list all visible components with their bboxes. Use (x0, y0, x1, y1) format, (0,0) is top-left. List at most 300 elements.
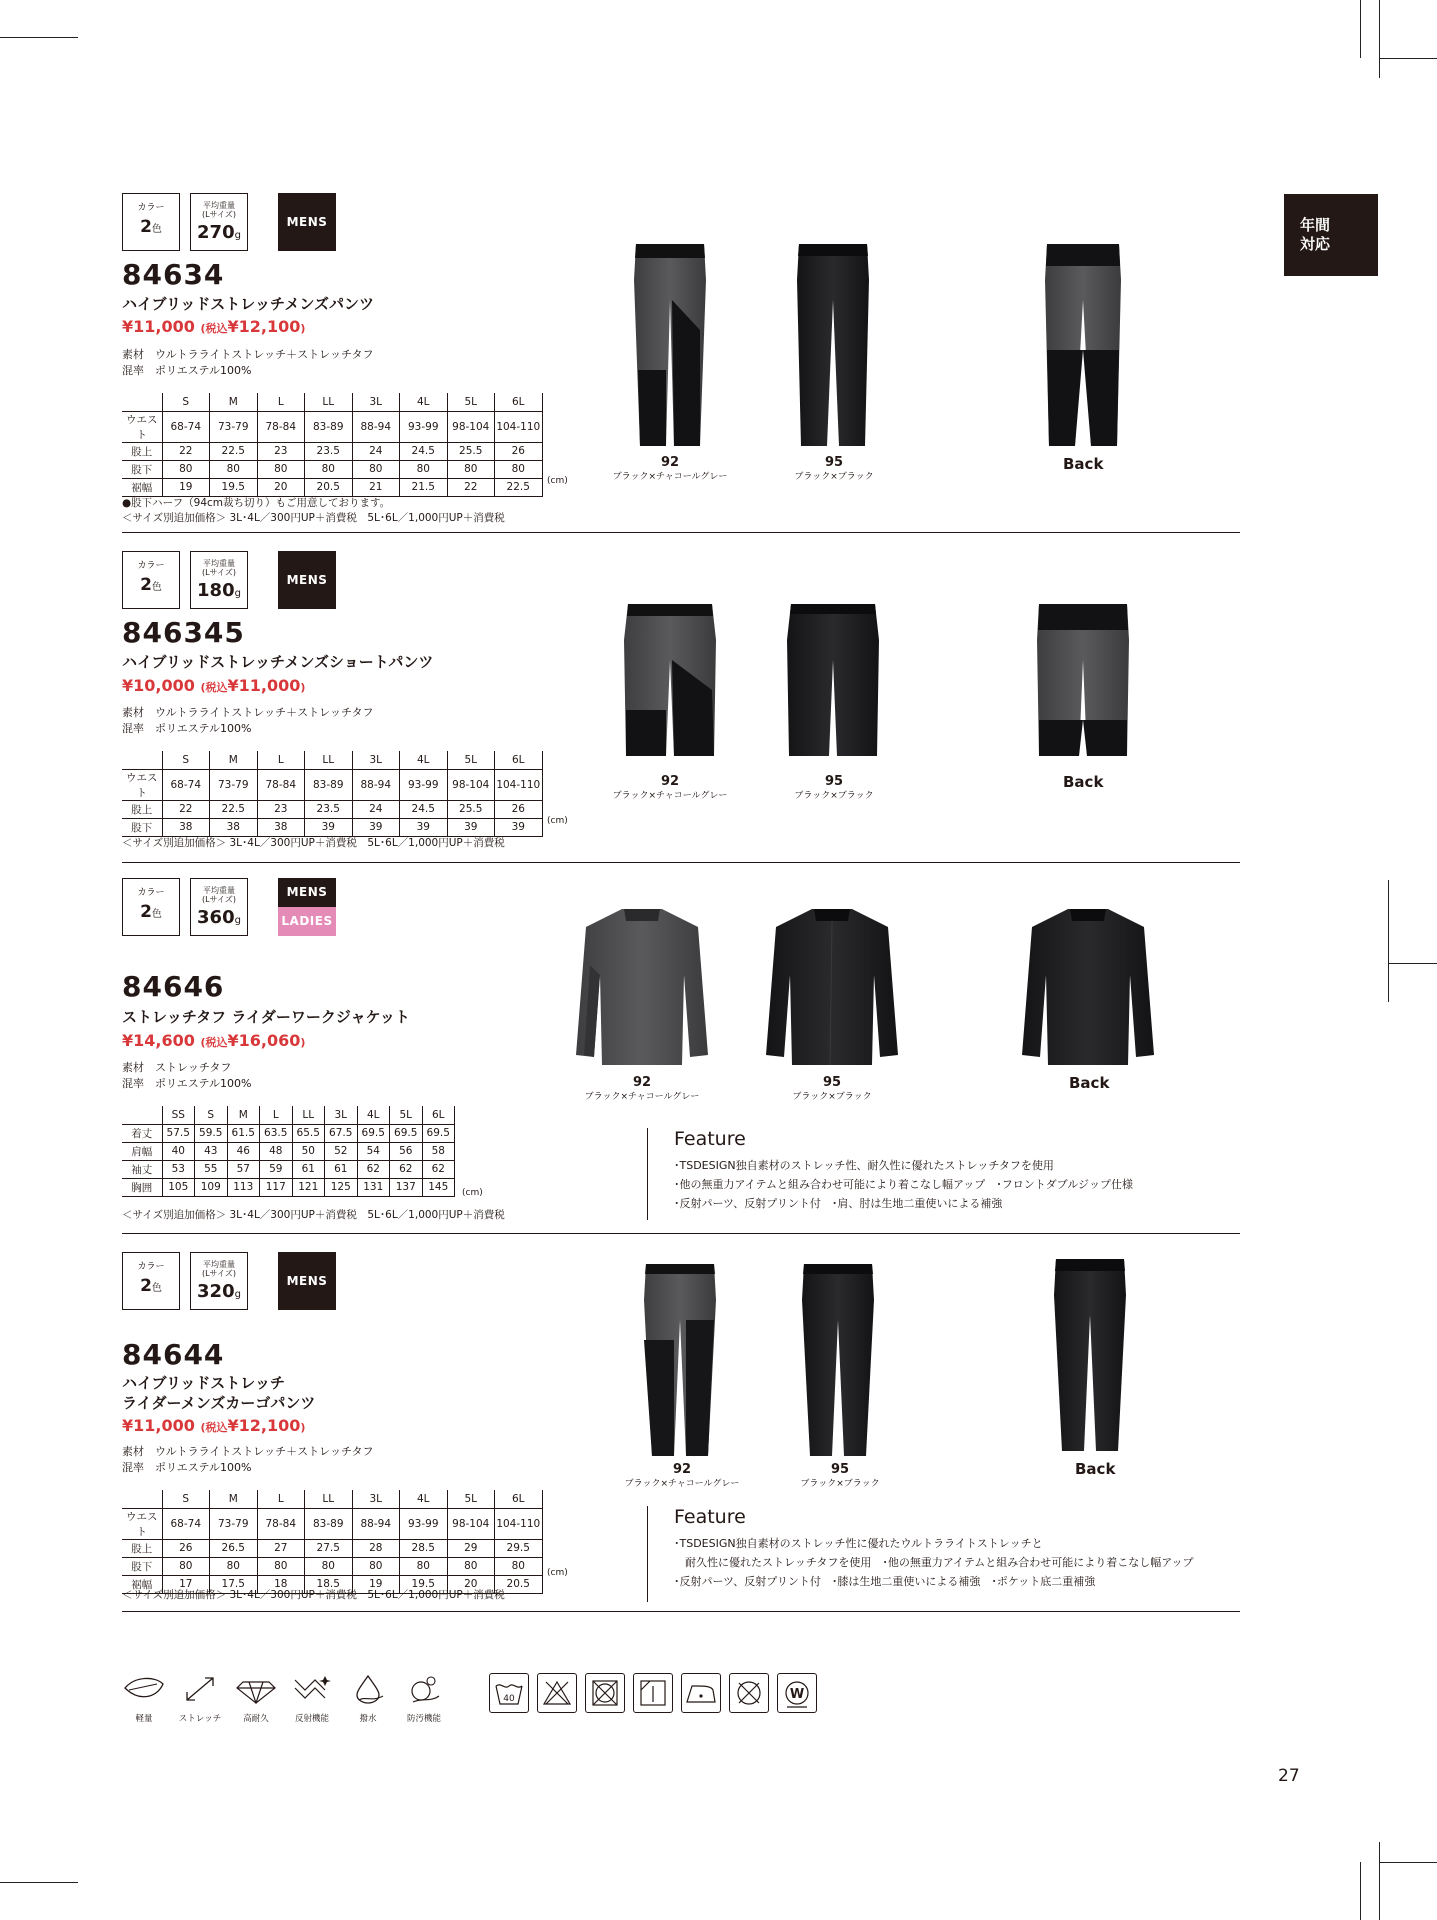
size-cell: 22.5 (210, 442, 258, 460)
size-cell: 23 (257, 442, 305, 460)
variant-name: ブラック×ブラック (794, 472, 874, 482)
size-cell: 39 (447, 818, 495, 836)
size-cell: 27 (257, 1539, 305, 1557)
size-header-cell: 6L (495, 1490, 543, 1508)
wet-clean-icon (777, 1673, 817, 1713)
size-cell: 62 (390, 1160, 423, 1178)
tax-label: (税込 (200, 1421, 228, 1434)
size-cell: 24 (352, 442, 400, 460)
size-cell: 43 (195, 1142, 228, 1160)
feather-icon (118, 1674, 170, 1724)
price-value: ¥11,000 (122, 1416, 195, 1435)
size-cell: 69.5 (357, 1124, 390, 1142)
size-cell: 98-104 (447, 1508, 495, 1539)
shorts-photo-92 (622, 600, 718, 760)
size-header-cell: 4L (400, 393, 448, 411)
size-cell: 19.5 (210, 478, 258, 496)
blend-text: 混率 ポリエステル100% (122, 1461, 252, 1474)
table-row (122, 478, 542, 496)
size-cell: 80 (495, 1557, 543, 1575)
diamond-icon (230, 1674, 282, 1724)
color-count: 2 (140, 902, 152, 922)
size-cell: 18 (257, 1575, 305, 1593)
size-cell: 26.5 (210, 1539, 258, 1557)
crop-mark (1379, 0, 1380, 78)
mens-tag: MENS (278, 551, 336, 609)
size-table-header (122, 1490, 542, 1508)
size-row-label: 袖丈 (122, 1160, 162, 1178)
color-count: 2 (140, 1276, 152, 1296)
size-cell: 62 (357, 1160, 390, 1178)
size-cell: 29.5 (495, 1539, 543, 1557)
variant-number: 92 (672, 1462, 692, 1477)
table-row (122, 1508, 542, 1539)
size-row-label: 胸囲 (122, 1178, 162, 1196)
table-row (122, 442, 542, 460)
size-table-header (122, 393, 542, 411)
material-text: 素材 ストレッチタフ (122, 1061, 232, 1074)
color-label: カラー (137, 203, 165, 213)
color-unit: 色 (151, 582, 162, 593)
variant-number: 95 (830, 1462, 850, 1477)
material-spec (122, 705, 373, 737)
season-badge (1284, 194, 1378, 276)
shorts-photo-95 (785, 600, 881, 760)
tax-close: ) (300, 1421, 306, 1434)
size-cell: 27.5 (305, 1539, 353, 1557)
size-cell: 50 (292, 1142, 325, 1160)
size-cell: 39 (352, 818, 400, 836)
weight-value: 270 (197, 222, 235, 243)
size-cell: 78-84 (257, 769, 305, 800)
size-row-label: 股下 (122, 1557, 162, 1575)
size-cell: 137 (390, 1178, 423, 1196)
size-header-cell: 5L (447, 393, 495, 411)
weight-label: 平均重量 (203, 886, 235, 895)
size-cell: 68-74 (162, 411, 210, 442)
variant-number: 92 (632, 1075, 652, 1090)
cm-unit: (cm) (547, 476, 568, 486)
size-cell: 24.5 (400, 442, 448, 460)
crop-mark (1360, 1862, 1361, 1920)
size-cell: 121 (292, 1178, 325, 1196)
size-table-corner (122, 1106, 162, 1124)
feature-block (647, 1128, 1133, 1220)
size-cell: 53 (162, 1160, 195, 1178)
size-row-label: 肩幅 (122, 1142, 162, 1160)
weight-value: 180 (197, 580, 235, 601)
size-row-label: 着丈 (122, 1124, 162, 1142)
size-header-cell: 4L (357, 1106, 390, 1124)
weight-unit: g (234, 230, 241, 241)
size-cell: 23.5 (305, 800, 353, 818)
size-cell: 80 (305, 460, 353, 478)
feature-heading: Feature (674, 1506, 746, 1528)
size-row-label: 股上 (122, 1539, 162, 1557)
price-tax: ¥11,000 (227, 676, 301, 695)
size-cell: 25.5 (447, 442, 495, 460)
mens-tag: MENS (278, 878, 336, 907)
crop-mark (1388, 963, 1437, 964)
size-cell: 98-104 (447, 769, 495, 800)
size-header-cell: M (210, 1490, 258, 1508)
variant-number: 92 (660, 455, 680, 470)
weight-label: 平均重量 (203, 559, 235, 568)
size-cell: 58 (422, 1142, 455, 1160)
size-cell: 80 (257, 1557, 305, 1575)
size-cell: 73-79 (210, 411, 258, 442)
no-tumble-dry-icon (585, 1673, 625, 1713)
size-header-cell: 4L (400, 751, 448, 769)
size-cell: 28 (352, 1539, 400, 1557)
feature-line: ･反射パーツ、反射プリント付 ･膝は生地二重使いによる補強 ･ポケット底二重補強 (674, 1575, 1096, 1588)
size-cell: 20 (257, 478, 305, 496)
price-tax: ¥16,060 (227, 1031, 301, 1050)
size-cell: 93-99 (400, 1508, 448, 1539)
jacket-photo-95 (762, 905, 902, 1070)
blend-text: 混率 ポリエステル100% (122, 364, 252, 377)
table-row (122, 1539, 542, 1557)
product-code: 84634 (122, 258, 225, 291)
size-cell: 65.5 (292, 1124, 325, 1142)
size-cell: 78-84 (257, 1508, 305, 1539)
size-cell: 22.5 (210, 800, 258, 818)
crop-mark (0, 37, 78, 38)
size-cell: 62 (422, 1160, 455, 1178)
color-label: カラー (137, 1262, 165, 1272)
weight-value: 320 (197, 1281, 235, 1302)
size-header-cell: 4L (400, 1490, 448, 1508)
table-row (122, 411, 542, 442)
variant-number: 92 (660, 774, 680, 789)
size-cell: 22 (447, 478, 495, 496)
section-divider (122, 1611, 1240, 1612)
blend-text: 混率 ポリエステル100% (122, 722, 252, 735)
size-cell: 104-110 (495, 1508, 543, 1539)
size-header-cell: 3L (352, 1490, 400, 1508)
size-table (122, 1106, 455, 1197)
variant-name: ブラック×ブラック (794, 791, 874, 801)
size-header-cell: LL (292, 1106, 325, 1124)
size-row-label: ウエスト (122, 411, 162, 442)
weight-size-label: (Lサイズ) (201, 210, 237, 219)
pants-photo-92 (630, 240, 710, 450)
size-row-label: 裾幅 (122, 1575, 162, 1593)
size-cell: 109 (195, 1178, 228, 1196)
crop-mark (1388, 880, 1389, 1002)
size-cell: 93-99 (400, 411, 448, 442)
size-cell: 21 (352, 478, 400, 496)
size-table-corner (122, 1490, 162, 1508)
size-header-cell: 5L (447, 1490, 495, 1508)
tax-close: ) (300, 681, 306, 694)
weight-label: 平均重量 (203, 1260, 235, 1269)
line-dry-shade-icon (633, 1673, 673, 1713)
size-header-cell: M (210, 393, 258, 411)
size-cell: 61 (292, 1160, 325, 1178)
size-table (122, 1490, 543, 1594)
table-row (122, 800, 542, 818)
size-row-label: 股下 (122, 460, 162, 478)
size-cell: 68-74 (162, 1508, 210, 1539)
size-cell: 24 (352, 800, 400, 818)
season-badge-line1: 年間 (1300, 216, 1331, 234)
product-price (122, 317, 305, 336)
size-header-cell: 5L (447, 751, 495, 769)
color-count-box (122, 193, 180, 251)
note-text: ●股下ハーフ（94cm裁ち切り）もご用意しております。 (122, 497, 391, 509)
size-header-cell: L (260, 1106, 293, 1124)
weight-box (190, 878, 248, 936)
tax-close: ) (300, 1036, 306, 1049)
page-number: 27 (1278, 1766, 1300, 1786)
size-cell: 17.5 (210, 1575, 258, 1593)
mens-tag: MENS (278, 193, 336, 251)
size-cell: 80 (210, 460, 258, 478)
size-cell: 80 (447, 460, 495, 478)
season-badge-line2: 対応 (1300, 235, 1331, 253)
size-cell: 28.5 (400, 1539, 448, 1557)
variant-label-92 (612, 1463, 752, 1491)
product-notes (122, 1208, 505, 1223)
pants-photo-back (1043, 240, 1123, 450)
no-dry-clean-icon (729, 1673, 769, 1713)
size-cell: 104-110 (495, 411, 543, 442)
size-header-cell: LL (305, 751, 353, 769)
size-row-label: 股下 (122, 818, 162, 836)
size-header-cell: 3L (352, 751, 400, 769)
wet-clean-text: W (789, 1687, 805, 1702)
product-notes (122, 496, 505, 526)
size-row-label: 股上 (122, 442, 162, 460)
size-cell: 98-104 (447, 411, 495, 442)
size-cell: 26 (162, 1539, 210, 1557)
size-cell: 78-84 (257, 411, 305, 442)
cargo-pants-photo-back (1050, 1255, 1130, 1455)
size-cell: 57 (227, 1160, 260, 1178)
color-count-box (122, 551, 180, 609)
back-label: Back (1075, 1460, 1116, 1478)
variant-label-92 (600, 775, 740, 803)
size-header-cell: 3L (325, 1106, 358, 1124)
size-cell: 24.5 (400, 800, 448, 818)
tax-label: (税込 (200, 1036, 228, 1049)
variant-name: ブラック×ブラック (800, 1479, 880, 1489)
note-text: ＜サイズ別追加価格＞ 3L･4L／300円UP＋消費税 5L･6L／1,000円UP＋消費税 (122, 837, 505, 849)
size-cell: 88-94 (352, 411, 400, 442)
no-bleach-icon (537, 1673, 577, 1713)
size-cell: 29 (447, 1539, 495, 1557)
size-header-cell: LL (305, 1490, 353, 1508)
size-cell: 80 (305, 1557, 353, 1575)
back-label: Back (1063, 773, 1104, 791)
size-cell: 38 (257, 818, 305, 836)
color-count-box (122, 1252, 180, 1310)
size-header-cell: S (162, 1490, 210, 1508)
crop-mark (0, 1882, 78, 1883)
icon-caption: 撥水 (359, 1714, 377, 1724)
feature-line: ･他の無重力アイテムと組み合わせ可能により着こなし幅アップ ･フロントダブルジップ仕様 (674, 1178, 1133, 1191)
size-table-corner (122, 393, 162, 411)
size-cell: 131 (357, 1178, 390, 1196)
size-cell: 69.5 (422, 1124, 455, 1142)
product-name: ハイブリッドストレッチメンズショートパンツ (122, 653, 434, 671)
mens-tag: MENS (278, 1252, 336, 1310)
material-text: 素材 ウルトラライトストレッチ＋ストレッチタフ (122, 1445, 374, 1458)
crop-mark (1379, 1842, 1380, 1920)
size-cell: 83-89 (305, 411, 353, 442)
section-divider (122, 532, 1240, 533)
size-cell: 80 (352, 460, 400, 478)
tax-close: ) (300, 322, 306, 335)
material-text: 素材 ウルトラライトストレッチ＋ストレッチタフ (122, 706, 374, 719)
cm-unit: (cm) (547, 1568, 568, 1578)
size-header-cell: S (162, 751, 210, 769)
size-cell: 25.5 (447, 800, 495, 818)
size-cell: 63.5 (260, 1124, 293, 1142)
crop-mark (1379, 1862, 1437, 1863)
size-header-cell: L (257, 393, 305, 411)
weight-box (190, 551, 248, 609)
size-cell: 69.5 (390, 1124, 423, 1142)
size-cell: 48 (260, 1142, 293, 1160)
size-cell: 39 (495, 818, 543, 836)
size-cell: 61.5 (227, 1124, 260, 1142)
material-spec (122, 347, 373, 379)
size-cell: 56 (390, 1142, 423, 1160)
color-label: カラー (137, 561, 165, 571)
size-header-cell: L (257, 751, 305, 769)
feature-line: 耐久性に優れたストレッチタフを使用 ･他の無重力アイテムと組み合わせ可能により着こなし幅アップ (674, 1556, 1194, 1569)
size-header-cell: M (210, 751, 258, 769)
size-cell: 83-89 (305, 1508, 353, 1539)
product-name (122, 1373, 315, 1413)
table-row (122, 769, 542, 800)
shorts-photo-back (1035, 600, 1131, 760)
variant-label-92 (600, 456, 740, 484)
size-cell: 22.5 (495, 478, 543, 496)
product-name: ハイブリッドストレッチメンズパンツ (122, 295, 375, 313)
size-cell: 38 (210, 818, 258, 836)
size-cell: 88-94 (352, 769, 400, 800)
product-name-line: ライダーメンズカーゴパンツ (122, 1394, 316, 1412)
variant-label-92 (572, 1076, 712, 1104)
size-cell: 59.5 (195, 1124, 228, 1142)
size-header-cell: 6L (495, 751, 543, 769)
size-cell: 61 (325, 1160, 358, 1178)
size-row-label: 股上 (122, 800, 162, 818)
size-cell: 19.5 (400, 1575, 448, 1593)
stain-guard-icon (398, 1674, 450, 1724)
size-header-cell: L (257, 1490, 305, 1508)
size-table-corner (122, 751, 162, 769)
weight-unit: g (234, 915, 241, 926)
color-count-box (122, 878, 180, 936)
pants-photo-95 (793, 240, 873, 450)
size-cell: 125 (325, 1178, 358, 1196)
icon-caption: 軽量 (135, 1714, 153, 1724)
size-cell: 113 (227, 1178, 260, 1196)
weight-unit: g (234, 1289, 241, 1300)
weight-size-label: (Lサイズ) (201, 1269, 237, 1278)
size-cell: 80 (352, 1557, 400, 1575)
section-divider (122, 1233, 1240, 1234)
crop-mark (1379, 58, 1437, 59)
product-code: 846345 (122, 616, 245, 649)
weight-label: 平均重量 (203, 201, 235, 210)
jacket-photo-back (1018, 905, 1158, 1070)
variant-number: 95 (822, 1075, 842, 1090)
feature-block (647, 1506, 1194, 1602)
weight-unit: g (234, 588, 241, 599)
weight-size-label: (Lサイズ) (201, 895, 237, 904)
product-price (122, 1416, 305, 1435)
color-unit: 色 (151, 224, 162, 235)
product-notes (122, 1588, 505, 1603)
price-tax: ¥12,100 (227, 317, 301, 336)
wash-temp-text: 40 (503, 1694, 515, 1704)
variant-number: 95 (824, 455, 844, 470)
cargo-pants-photo-92 (640, 1260, 720, 1460)
size-cell: 67.5 (325, 1124, 358, 1142)
color-count: 2 (140, 217, 152, 237)
blend-text: 混率 ポリエステル100% (122, 1077, 252, 1090)
material-spec (122, 1060, 251, 1092)
price-value: ¥11,000 (122, 317, 195, 336)
size-cell: 23 (257, 800, 305, 818)
size-cell: 52 (325, 1142, 358, 1160)
table-row (122, 1124, 455, 1142)
size-cell: 57.5 (162, 1124, 195, 1142)
color-unit: 色 (151, 1283, 162, 1294)
size-cell: 22 (162, 442, 210, 460)
size-cell: 17 (162, 1575, 210, 1593)
size-header-cell: S (162, 393, 210, 411)
size-cell: 80 (400, 1557, 448, 1575)
variant-label-95 (764, 775, 904, 803)
size-cell: 80 (162, 1557, 210, 1575)
jacket-photo-92 (572, 905, 712, 1070)
cargo-pants-photo-95 (798, 1260, 878, 1460)
product-notes (122, 836, 505, 851)
size-cell: 39 (305, 818, 353, 836)
product-code: 84646 (122, 970, 225, 1003)
size-cell: 21.5 (400, 478, 448, 496)
table-row (122, 1160, 455, 1178)
size-cell: 38 (162, 818, 210, 836)
size-header-cell: M (227, 1106, 260, 1124)
size-cell: 59 (260, 1160, 293, 1178)
iron-low-icon (681, 1673, 721, 1713)
icon-caption: 反射機能 (294, 1714, 329, 1724)
feature-heading: Feature (674, 1128, 746, 1150)
weight-box (190, 193, 248, 251)
size-cell: 19 (352, 1575, 400, 1593)
size-row-label: ウエスト (122, 769, 162, 800)
size-table-header (122, 1106, 455, 1124)
size-cell: 145 (422, 1178, 455, 1196)
note-text: ＜サイズ別追加価格＞ 3L･4L／300円UP＋消費税 5L･6L／1,000円UP＋消費税 (122, 512, 505, 524)
wash-40-icon (489, 1673, 529, 1713)
feature-line: ･反射パーツ、反射プリント付 ･肩、肘は生地二重使いによる補強 (674, 1197, 1003, 1210)
size-table (122, 751, 543, 837)
size-cell: 20 (447, 1575, 495, 1593)
section-divider (122, 862, 1240, 863)
variant-name: ブラック×チャコールグレー (612, 791, 728, 801)
table-row (122, 818, 542, 836)
product-name: ストレッチタフ ライダーワークジャケット (122, 1008, 410, 1026)
cm-unit: (cm) (462, 1188, 483, 1198)
